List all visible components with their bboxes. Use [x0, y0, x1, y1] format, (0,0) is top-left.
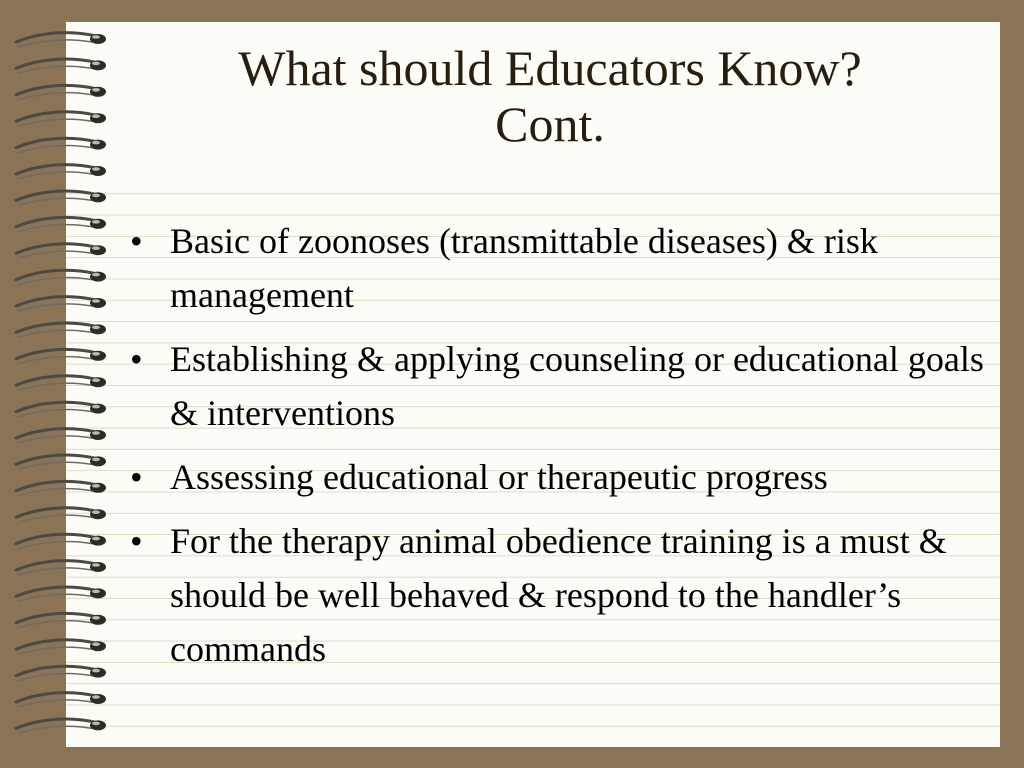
spiral-coil — [16, 640, 106, 654]
spiral-coil — [16, 33, 106, 47]
spiral-coil — [16, 191, 106, 205]
spiral-coil — [16, 561, 106, 575]
spiral-coil — [16, 270, 106, 284]
spiral-coil — [16, 323, 106, 337]
slide-title — [120, 40, 980, 152]
bullet-item — [128, 514, 988, 676]
title-line-2: Cont. — [495, 96, 605, 152]
spiral-coil — [16, 613, 106, 627]
bullet-item — [128, 214, 988, 322]
spiral-coil — [16, 534, 106, 548]
bullet-icon: • — [130, 221, 143, 261]
bullet-text: Assessing educational or therapeutic progress — [170, 457, 828, 497]
bullet-icon: • — [130, 339, 143, 379]
spiral-coil — [16, 349, 106, 363]
spiral-coil — [16, 587, 106, 601]
spiral-coil — [16, 455, 106, 469]
spiral-coil — [16, 59, 106, 73]
bullet-item — [128, 332, 988, 440]
spiral-coil — [16, 244, 106, 258]
spiral-coil — [16, 85, 106, 99]
bullet-list — [128, 214, 988, 686]
spiral-coil — [16, 429, 106, 443]
spiral-coil — [16, 376, 106, 390]
spiral-coil — [16, 165, 106, 179]
bullet-item — [128, 450, 988, 504]
spiral-coil — [16, 112, 106, 126]
spiral-coil — [16, 297, 106, 311]
spiral-coil — [16, 693, 106, 707]
bullet-text: Basic of zoonoses (transmittable diseases) & risk management — [170, 221, 878, 315]
spiral-coil — [16, 719, 106, 733]
spiral-coil — [16, 481, 106, 495]
spiral-coil — [16, 217, 106, 231]
bullet-text: For the therapy animal obedience training is a must & should be well behaved & respond to the handler’s commands — [170, 521, 947, 669]
title-line-1: What should Educators Know? — [238, 40, 862, 96]
bullet-icon: • — [130, 521, 143, 561]
spiral-coil — [16, 666, 106, 680]
spiral-coil — [16, 402, 106, 416]
spiral-coil — [16, 508, 106, 522]
spiral-binding-icon — [0, 22, 120, 747]
spiral-coil — [16, 138, 106, 152]
bullet-icon: • — [130, 457, 143, 497]
bullet-text: Establishing & applying counseling or educational goals & interventions — [170, 339, 984, 433]
